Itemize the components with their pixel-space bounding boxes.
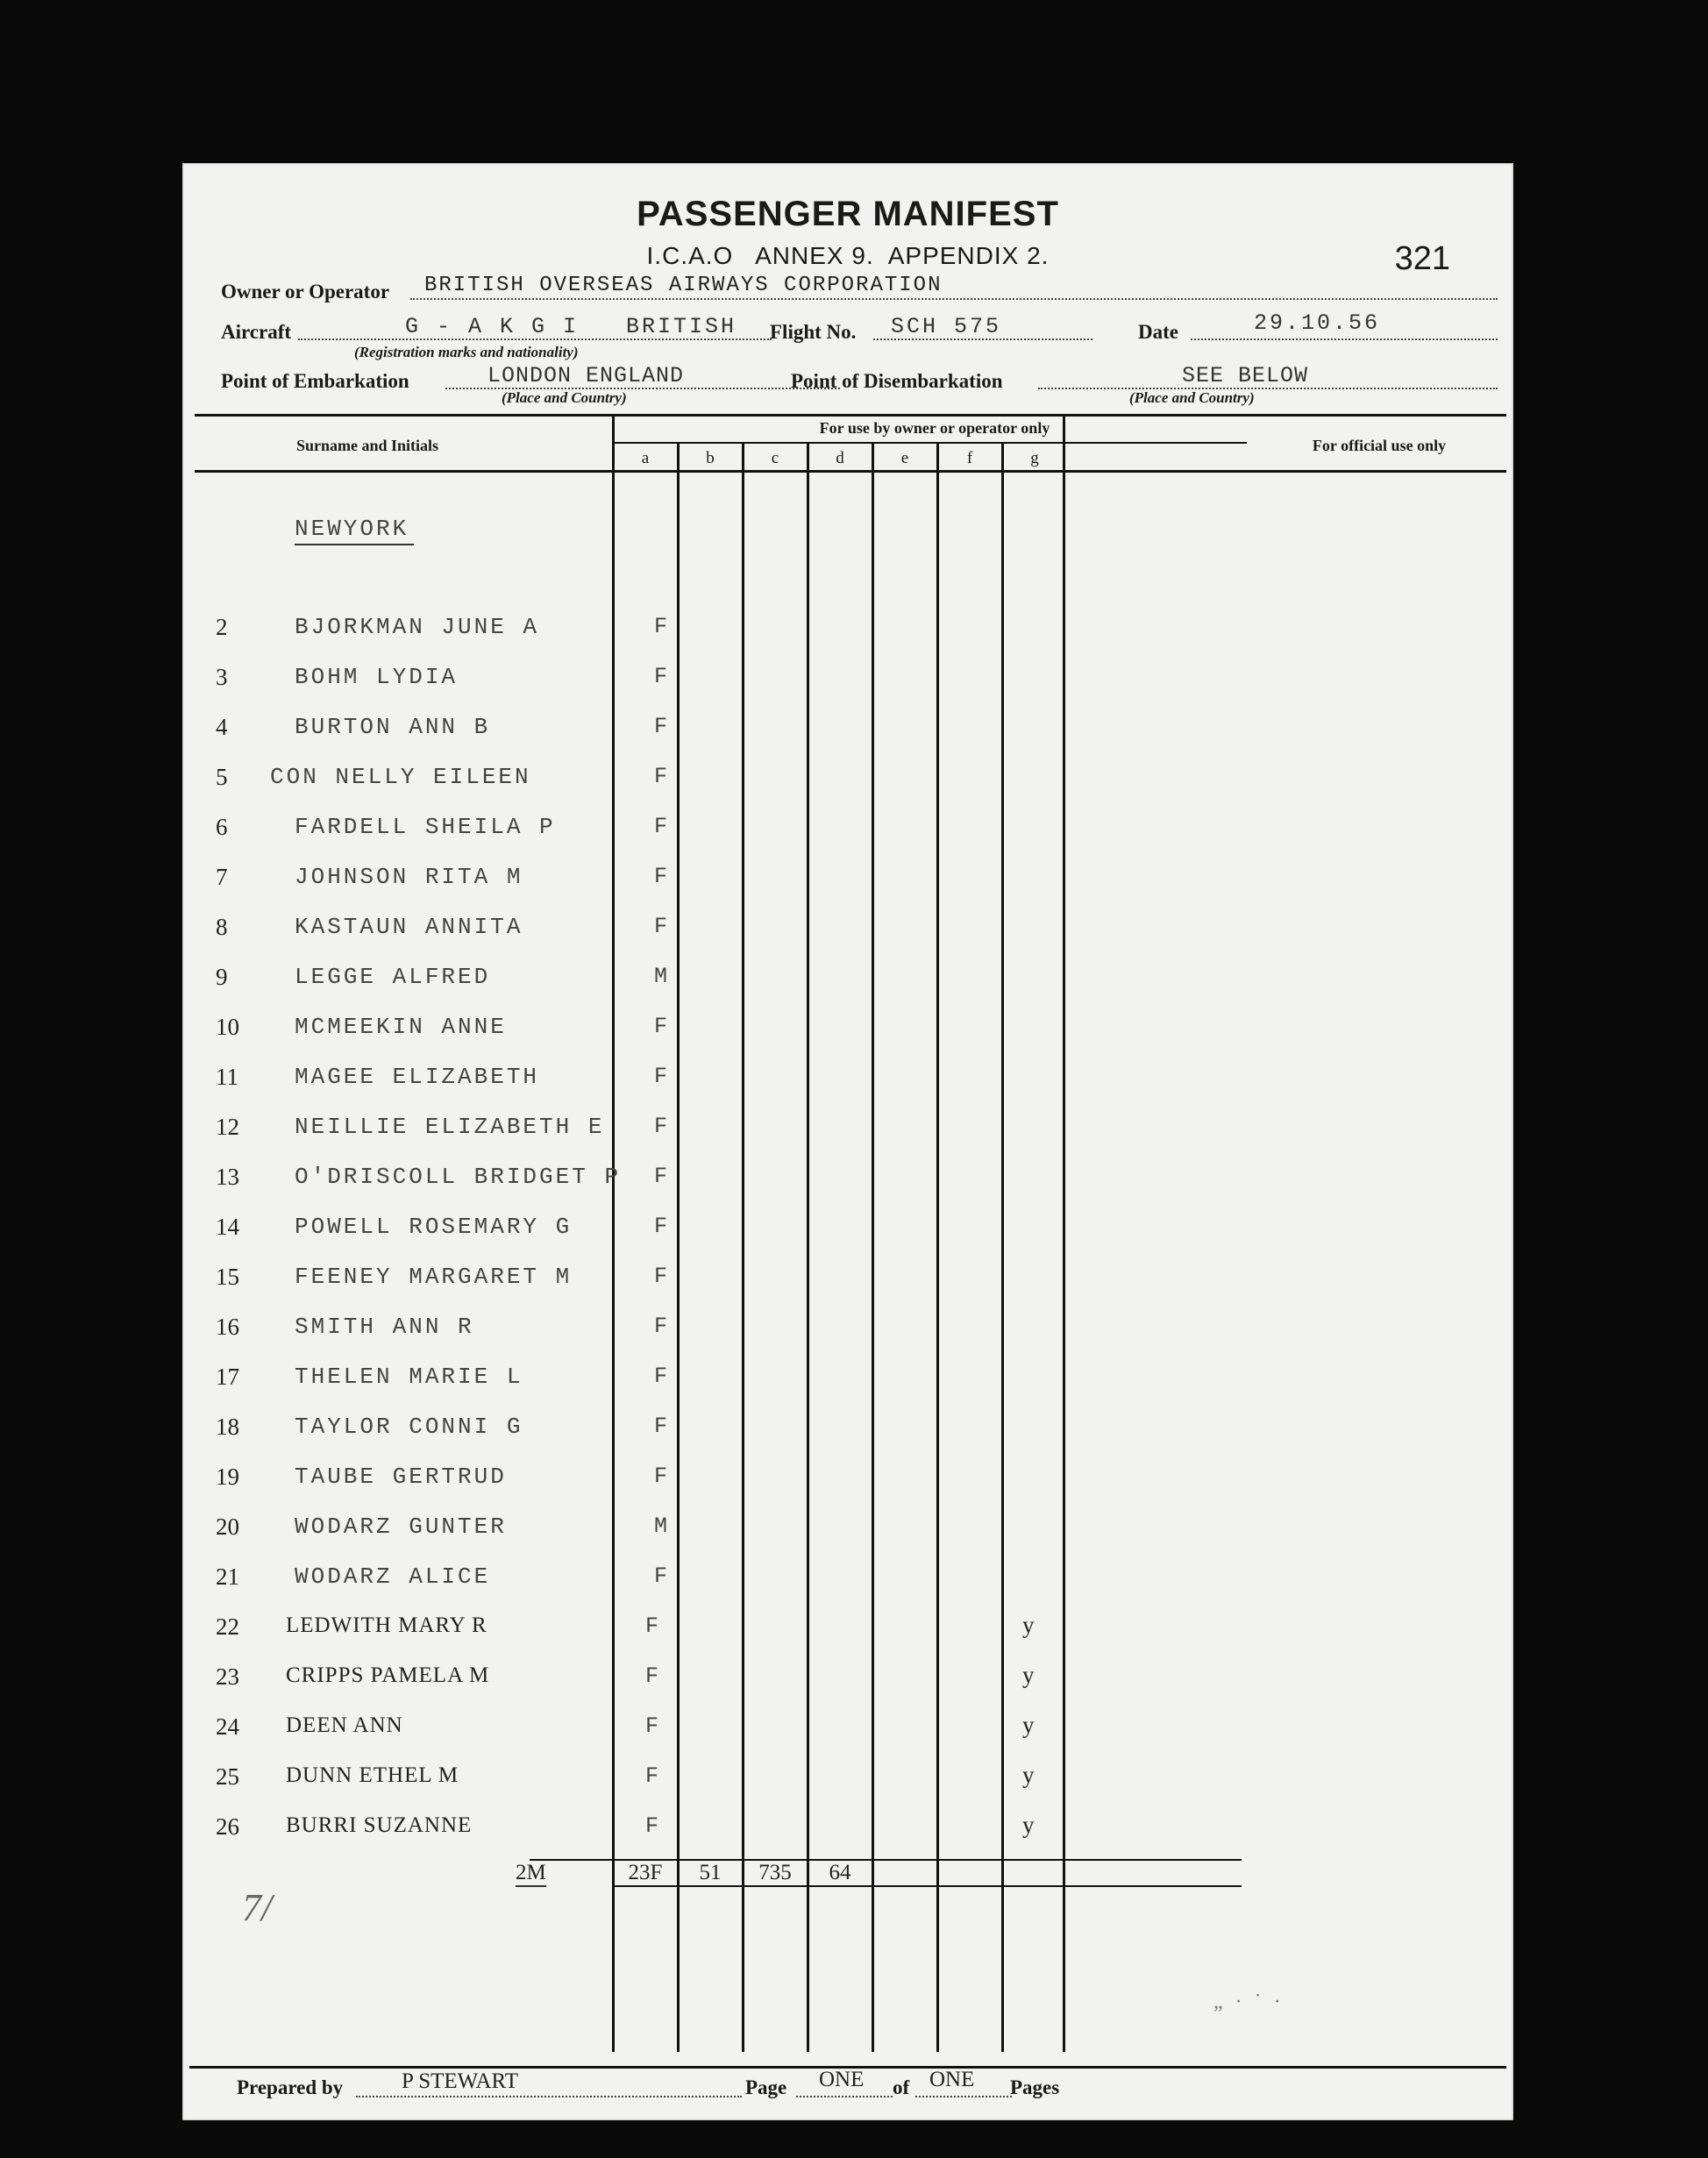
owner-value: BRITISH OVERSEAS AIRWAYS CORPORATION (424, 274, 943, 297)
col-a-header: a (641, 449, 650, 467)
row-number: 2 (216, 614, 228, 640)
col-g-flag: y (1022, 1812, 1035, 1838)
row-number: 9 (216, 964, 228, 990)
of-label: of (893, 2076, 910, 2098)
surname-header: Surname and Initials (296, 437, 439, 454)
page-dotted-line (796, 2096, 893, 2097)
passenger-name: THELEN MARIE L (295, 1364, 523, 1390)
row-number: 3 (216, 664, 228, 690)
aircraft-hint: (Registration marks and nationality) (354, 344, 579, 360)
passenger-name: WODARZ GUNTER (295, 1513, 507, 1540)
destination-heading: NEWYORK (295, 516, 414, 545)
passenger-name: JOHNSON RITA M (295, 864, 523, 890)
pages-label: Pages (1010, 2076, 1060, 2098)
total-male: 2M (516, 1861, 546, 1887)
row-number: 4 (216, 714, 228, 740)
sex-code: F (654, 1264, 668, 1289)
passenger-name: LEGGE ALFRED (295, 964, 491, 990)
date-value: 29.10.56 (1254, 310, 1381, 336)
passenger-name: POWELL ROSEMARY G (295, 1214, 573, 1240)
embarkation-label: Point of Embarkation (221, 370, 409, 392)
passenger-name: MCMEEKIN ANNE (295, 1014, 507, 1040)
operator-header-rule (614, 442, 1247, 444)
passenger-name: LEDWITH MARY R (286, 1613, 487, 1637)
sex-code: M (654, 964, 668, 989)
disembarkation-hint: (Place and Country) (1129, 389, 1255, 406)
passenger-name: NEILLIE ELIZABETH E (295, 1114, 605, 1140)
table-top-rule (195, 414, 1506, 417)
aircraft-value: G - A K G I BRITISH (405, 314, 737, 339)
sex-code: F (654, 1314, 668, 1339)
date-label: Date (1138, 321, 1178, 343)
sex-code: F (654, 1214, 668, 1239)
passenger-name: BURRI SUZANNE (286, 1813, 473, 1837)
sex-code: F (654, 814, 668, 839)
passenger-name: TAYLOR CONNI G (295, 1414, 523, 1440)
col-divider (936, 444, 939, 2052)
of-value: ONE (929, 2068, 975, 2091)
sex-code: F (654, 1464, 668, 1489)
sex-code: F (654, 714, 668, 739)
row-number: 18 (216, 1414, 239, 1440)
page-title: PASSENGER MANIFEST (637, 195, 1059, 233)
aircraft-label: Aircraft (221, 321, 292, 343)
prepared-by-value: P STEWART (402, 2069, 518, 2093)
row-number: 16 (216, 1314, 239, 1340)
embarkation-hint: (Place and Country) (502, 389, 627, 406)
total-col-b: 51 (699, 1861, 722, 1884)
col-divider (872, 444, 874, 2052)
sex-code: F (645, 1763, 659, 1789)
embarkation-value: LONDON ENGLAND (487, 363, 685, 388)
page-subtitle: I.C.A.O ANNEX 9. APPENDIX 2. (646, 242, 1050, 269)
sex-code: F (654, 1064, 668, 1089)
prepared-dotted-line (356, 2096, 742, 2097)
row-number: 14 (216, 1214, 239, 1240)
col-divider (742, 444, 744, 2052)
passenger-name: BOHM LYDIA (295, 664, 459, 690)
passenger-name: O'DRISCOLL BRIDGET P (295, 1164, 622, 1190)
row-number: 21 (216, 1563, 239, 1590)
margin-mark: 7/ (242, 1886, 273, 1929)
col-divider (677, 444, 680, 2052)
flight-label: Flight No. (770, 321, 857, 343)
table-header-rule (195, 470, 1506, 473)
disembarkation-label: Point of Disembarkation (791, 370, 1003, 392)
sheet-number: 321 (1394, 240, 1450, 277)
row-number: 22 (216, 1613, 239, 1640)
row-number: 25 (216, 1763, 239, 1790)
passenger-name: KASTAUN ANNITA (295, 914, 523, 940)
flight-value: SCH 575 (891, 314, 1002, 339)
passenger-name: WODARZ ALICE (295, 1563, 491, 1590)
col-f-header: f (966, 449, 973, 467)
col-b-header: b (706, 449, 715, 467)
passenger-name: FEENEY MARGARET M (295, 1264, 573, 1290)
sex-code: F (654, 1414, 668, 1439)
col-g-flag: y (1022, 1762, 1035, 1788)
row-number: 5 (216, 764, 228, 790)
total-col-a: 23F (628, 1861, 663, 1884)
row-number: 11 (216, 1064, 238, 1090)
row-number: 10 (216, 1014, 239, 1040)
row-number: 17 (216, 1364, 239, 1390)
sex-code: F (654, 1114, 668, 1139)
row-number: 12 (216, 1114, 239, 1140)
row-number: 26 (216, 1813, 239, 1840)
col-divider (1001, 444, 1004, 2052)
owner-dotted-line (410, 298, 1498, 300)
passenger-name: DUNN ETHEL M (286, 1763, 459, 1787)
sex-code: F (645, 1613, 659, 1639)
col-divider (612, 414, 615, 2052)
col-e-header: e (900, 449, 909, 467)
sex-code: F (654, 1164, 668, 1189)
row-number: 6 (216, 814, 228, 840)
passenger-name: TAUBE GERTRUD (295, 1464, 507, 1490)
passenger-name: CRIPPS PAMELA M (286, 1663, 490, 1687)
col-divider (1063, 414, 1065, 2052)
owner-label: Owner or Operator (221, 281, 390, 303)
page-label: Page (745, 2076, 787, 2098)
row-number: 7 (216, 864, 228, 890)
faint-stamp-smudge: „ · ˙ · (1213, 1991, 1285, 2013)
prepared-by-label: Prepared by (237, 2076, 344, 2098)
sex-code: F (654, 614, 668, 639)
sex-code: M (654, 1513, 668, 1539)
official-header: For official use only (1312, 437, 1447, 454)
totals-bottom-rule (612, 1885, 1242, 1887)
disembarkation-value: SEE BELOW (1182, 363, 1309, 388)
passenger-name: SMITH ANN R (295, 1314, 474, 1340)
sex-code: F (645, 1713, 659, 1739)
row-number: 15 (216, 1264, 239, 1290)
col-g-flag: y (1022, 1712, 1035, 1738)
total-col-d: 64 (829, 1861, 851, 1884)
passenger-name: FARDELL SHEILA P (295, 814, 556, 840)
page-value: ONE (819, 2068, 865, 2091)
passenger-name: MAGEE ELIZABETH (295, 1064, 540, 1090)
sex-code: F (654, 664, 668, 689)
total-col-c: 735 (758, 1861, 792, 1884)
date-dotted-line (1191, 338, 1498, 340)
col-c-header: c (771, 449, 779, 467)
col-g-flag: y (1022, 1662, 1035, 1688)
manifest-sheet (182, 163, 1513, 2120)
sex-code: F (654, 1364, 668, 1389)
col-g-flag: y (1022, 1612, 1035, 1638)
sex-code: F (654, 864, 668, 889)
passenger-name: BJORKMAN JUNE A (295, 614, 540, 640)
row-number: 24 (216, 1713, 239, 1740)
sex-code: F (654, 1014, 668, 1039)
sex-code: F (654, 1563, 668, 1589)
sex-code: F (654, 764, 668, 789)
row-number: 20 (216, 1513, 239, 1540)
passenger-name: BURTON ANN B (295, 714, 491, 740)
row-number: 19 (216, 1464, 239, 1490)
sex-code: F (645, 1813, 659, 1839)
row-number: 8 (216, 914, 228, 940)
passenger-name: CON NELLY EILEEN (270, 764, 531, 790)
of-dotted-line (915, 2096, 1012, 2097)
operator-header: For use by owner or operator only (819, 419, 1050, 437)
row-number: 23 (216, 1663, 239, 1690)
row-number: 13 (216, 1164, 239, 1190)
col-d-header: d (836, 449, 844, 467)
passenger-name: DEEN ANN (286, 1713, 403, 1737)
sex-code: F (645, 1663, 659, 1689)
sex-code: F (654, 914, 668, 939)
col-g-header: g (1030, 449, 1039, 467)
col-divider (807, 444, 809, 2052)
